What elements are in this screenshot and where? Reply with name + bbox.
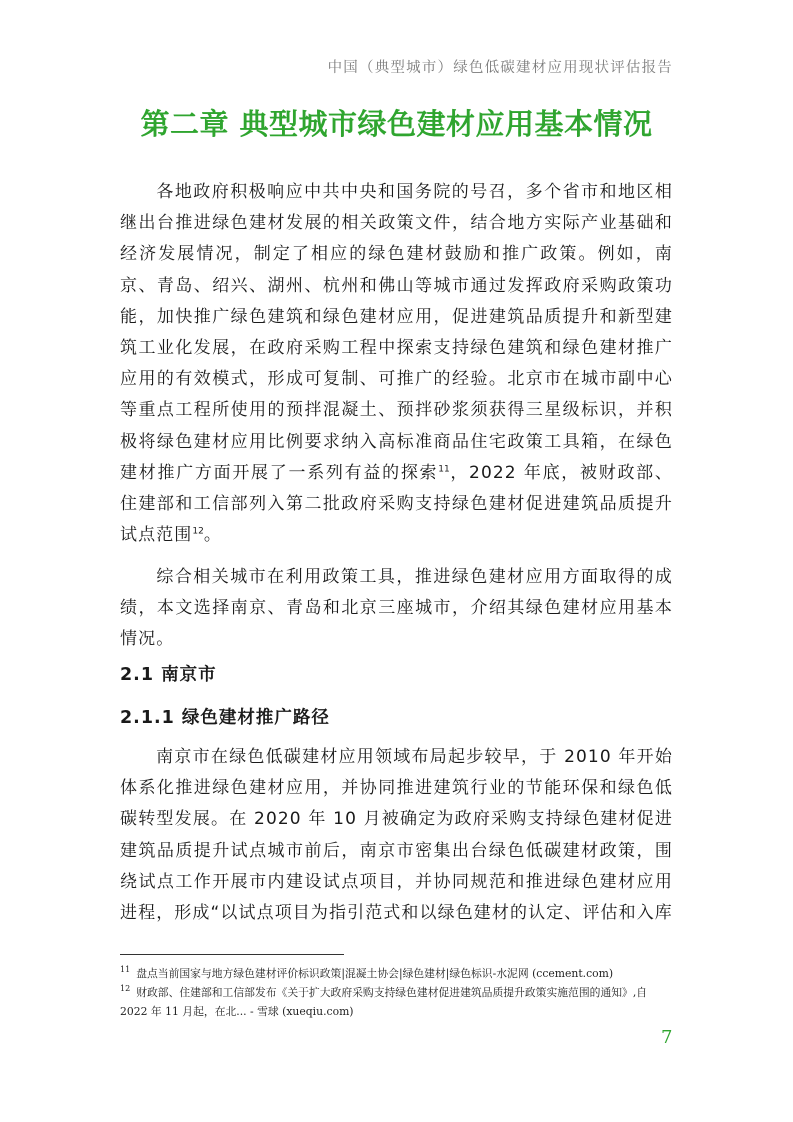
body-paragraph-summary: [120, 562, 673, 656]
body-paragraph-nanjing: [120, 742, 673, 929]
subsection-heading-promotion-path: 2.1.1 绿色建材推广路径: [120, 708, 330, 728]
paragraph-text: 南京市在绿色低碳建材应用领域布局起步较早，于 2010 年开始体系化推进绿色建材应用，并协同推进建筑行业的节能环保和绿色低碳转型发展。在 2020 年 10 月被确定为政府采购支持绿色建材促进建筑品质提升试点城市前后，南京市密集出台绿色低碳建材政策，围绕试点工作开展市内建设试点项目，并协同规范和推进绿色建材应用进程，形成“以试点项目为指引范式和以绿色建材的认定、评估和入库: [120, 747, 673, 924]
footnotes: [120, 964, 673, 1021]
footnote-link[interactable]: 财政部、住建部和工信部发布《关于扩大政府采购支持绿色建材促进建筑品质提升政策实施范围的通知》,自 2022 年 11 月起，在北... - 雪球 (xueqiu.com): [120, 986, 648, 1018]
footnote-divider: [120, 954, 344, 955]
paragraph-text: 各地政府积极响应中共中央和国务院的号召，多个省市和地区相继出台推进绿色建材发展的相关政策文件，结合地方实际产业基础和经济发展情况，制定了相应的绿色建材鼓励和推广政策。例如，南京、青岛、绍兴、湖州、杭州和佛山等城市通过发挥政府采购政策功能，加快推广绿色建筑和绿色建材应用，促进建筑品质提升和新型建筑工业化发展，在政府采购工程中探索支持绿色建筑和绿色建材推广应用的有效模式，形成可复制、可推广的经验。北京市在城市副中心等重点工程所使用的预拌混凝土、预拌砂浆须获得三星级标识，并积极将绿色建材应用比例要求纳入高标准商品住宅政策工具箱，在绿色建材推广方面开展了一系列有益的探索: [120, 182, 673, 483]
footnote-number: 11: [120, 965, 131, 975]
chapter-title: 第二章 典型城市绿色建材应用基本情况: [140, 107, 653, 141]
footnote-12: [120, 983, 673, 1021]
footnote-ref-11[interactable]: 11: [438, 464, 450, 475]
page-number: 7: [661, 1027, 673, 1048]
paragraph-text: 。: [203, 525, 222, 546]
footnote-number: 12: [120, 984, 131, 994]
body-paragraph-intro: [120, 177, 673, 551]
footnote-11: [120, 964, 673, 983]
footnote-link[interactable]: 盘点当前国家与地方绿色建材评价标识政策|混凝土协会|绿色建材|绿色标识-水泥网 (ccement.com): [136, 967, 614, 980]
section-heading-nanjing: 2.1 南京市: [120, 665, 217, 685]
paragraph-text: ，2022 年底，被财政部、住建部和工信部列入第二批政府采购支持绿色建材促进建筑品质提升试点范围: [120, 462, 673, 546]
running-header: 中国（典型城市）绿色低碳建材应用现状评估报告: [327, 60, 673, 76]
paragraph-text: 综合相关城市在利用政策工具，推进绿色建材应用方面取得的成绩，本文选择南京、青岛和北京三座城市，介绍其绿色建材应用基本情况。: [120, 567, 673, 650]
footnote-ref-12[interactable]: 12: [192, 526, 204, 537]
